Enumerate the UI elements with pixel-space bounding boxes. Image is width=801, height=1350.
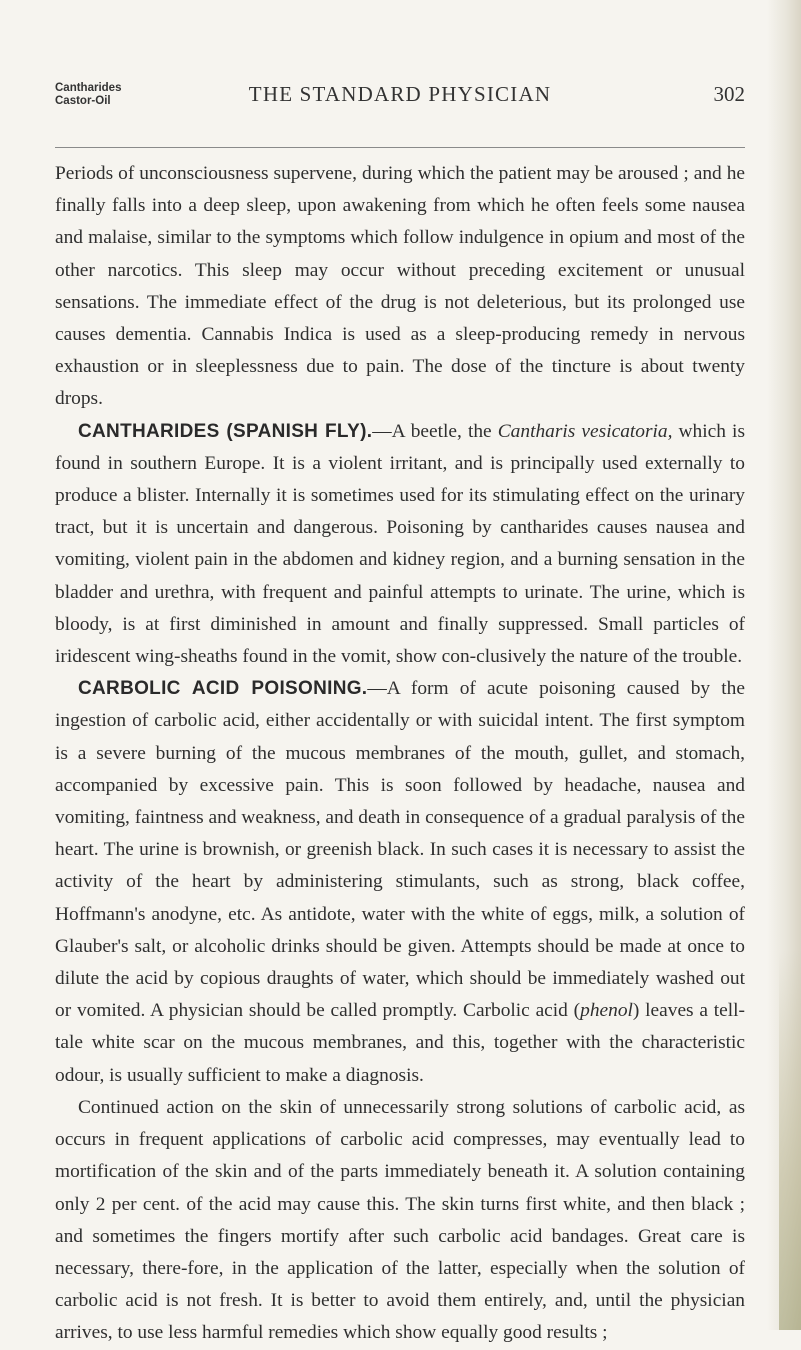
page-edge-stain xyxy=(779,950,801,1330)
entry-italic: Cantharis vesicatoria, xyxy=(497,420,673,442)
entry-heading: CARBOLIC ACID POISONING. xyxy=(78,678,368,700)
paragraph-cannabis-continued: Periods of unconsciousness supervene, during which the patient may be aroused ; and he finally falls into a deep sleep, upon awakening from which he often feels some nausea and malaise, similar to the symptoms which follow indulgence in opium and most of the other narcotics. This sleep may occur without preceding excitement or unusual sensations. The immediate effect of the drug is not deleterious, but its prolonged use causes dementia. Cannabis Indica is used as a sleep-producing remedy in nervous exhaustion or in sleeplessness due to pain. The dose of the tincture is about twenty drops. xyxy=(55,163,745,410)
entry-italic: phenol xyxy=(580,1000,633,1022)
entry-text: ) leaves a tell-tale white scar on the mucous membranes, and this, together with the characteristic odour, is usually sufficient to make a diagnosis. xyxy=(55,1000,746,1086)
entry-heading: CANTHARIDES (SPANISH FLY). xyxy=(78,420,373,442)
entry-text: which is found in southern Europe. It is a violent irritant, and is principally used externally to produce a blister. Internally it is sometimes used for its stimulating effect on the urinary tract, but it is uncertain and dangerous. Poisoning by cantharides causes nausea and vomiting, violent pain in the abdomen and kidney region, and a burning sensation in the bladder and urethra, with frequent and painful attempts to urinate. The urine, which is bloody, is at first diminished in amount and finally suppressed. Small particles of iridescent wing-sheaths found in the vomit, show con-clusively the nature of the trouble. xyxy=(55,420,745,668)
guide-word-last: Castor-Oil xyxy=(55,95,111,107)
entry-text: —A form of acute poisoning caused by the ingestion of carbolic acid, either accidentally or with suicidal intent. The first symptom is a severe burning of the mucous membranes of the mouth, gullet, and stomach, accompanied by excessive pain. This is soon followed by headache, nausea and vomiting, faintness and weakness, and death in consequence of a gradual paralysis of the heart. The urine is brownish, or greenish black. In such cases it is necessary to assist the activity of the heart by administering stimulants, such as strong, black coffee, Hoffmann's anodyne, etc. As antidote, water with the white of eggs, milk, a solution of Glauber's salt, or alcoholic drinks should be given. Attempts should be made at once to dilute the acid by copious draughts of water, which should be immediately washed out or vomited. A physician should be called promptly. Carbolic acid ( xyxy=(55,678,745,1022)
body-text xyxy=(55,158,745,1350)
guide-word-first: Cantharides xyxy=(55,82,122,94)
running-head xyxy=(55,82,745,122)
page-number: 302 xyxy=(713,82,745,106)
entry-text: —A beetle, the xyxy=(372,420,498,442)
header-rule xyxy=(55,147,745,148)
entry-cantharides xyxy=(55,416,745,674)
paragraph-continued-action: Continued action on the skin of unnecessarily strong solutions of carbolic acid, as occurs in frequent applications of carbolic acid compresses, may eventually lead to mortification of the skin and of the parts immediately beneath it. A solution containing only 2 per cent. of the acid may cause this. The skin turns first white, and then black ; and sometimes the fingers mortify after such carbolic acid bandages. Great care is necessary, there-fore, in the application of the latter, especially when the solution of carbolic acid is not fresh. It is better to avoid them entirely, and, until the physician arrives, to use less harmful remedies which show equally good results ; xyxy=(55,1096,745,1344)
entry-carbolic-acid-poisoning xyxy=(55,673,745,1092)
running-title: THE STANDARD PHYSICIAN xyxy=(248,82,552,106)
